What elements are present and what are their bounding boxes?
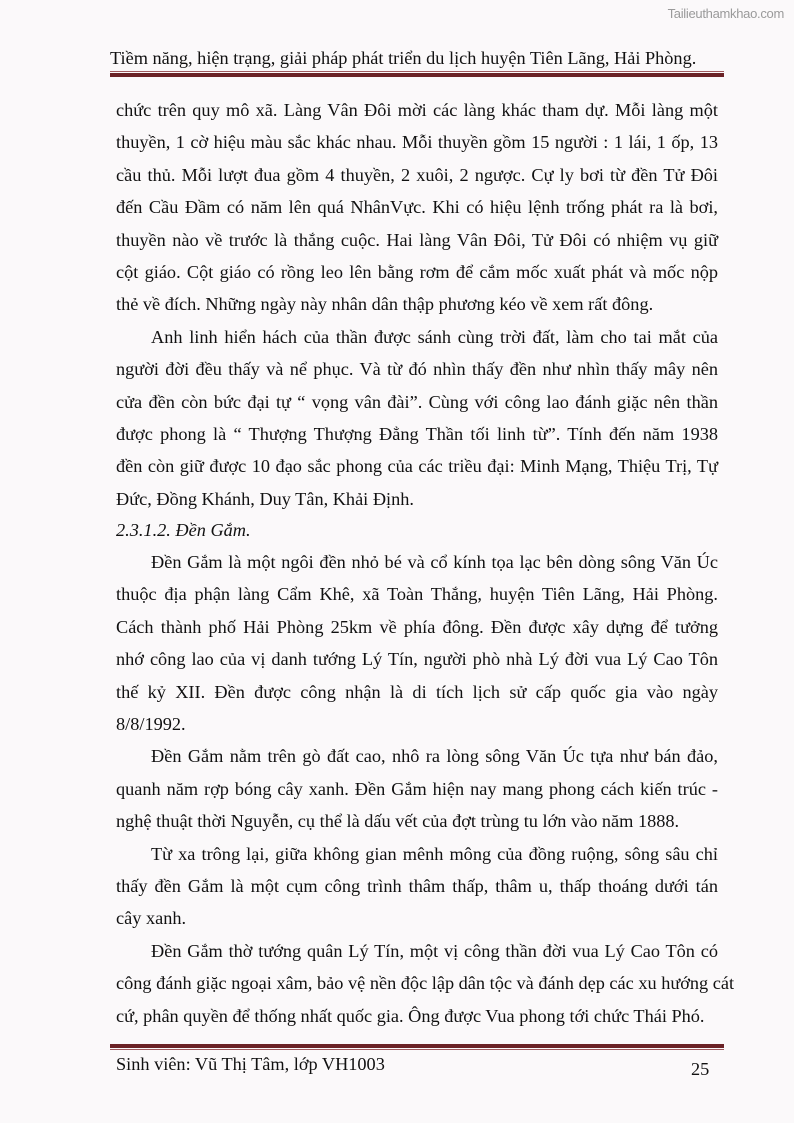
text-line: cửa đền còn bức đại tự “ vọng vân đài”. Cùng với công lao đánh giặc nên thần <box>116 391 718 412</box>
text-line: quanh năm rợp bóng cây xanh. Đền Gắm hiện nay mang phong cách kiến trúc - <box>116 778 718 799</box>
page-number: 25 <box>691 1059 710 1079</box>
text-line: cầu thủ. Mỗi lượt đua gồm 4 thuyền, 2 xuôi, 2 ngược. Cự ly bơi từ đền Tử Đôi <box>116 164 718 185</box>
text-line: thuyền nào về trước là thắng cuộc. Hai làng Vân Đôi, Tử Đôi có nhiệm vụ giữ <box>116 229 718 250</box>
text-line: Đền Gắm là một ngôi đền nhỏ bé và cổ kính tọa lạc bên dòng sông Văn Úc <box>151 552 718 573</box>
text-line: Đền Gắm nằm trên gò đất cao, nhô ra lòng sông Văn Úc tựa như bán đảo, <box>151 746 718 767</box>
text-line: Anh linh hiển hách của thần được sánh cùng trời đất, làm cho tai mắt của <box>151 326 718 347</box>
text-line: Cách thành phố Hải Phòng 25km về phía đông. Đền được xây dựng để tưởng <box>116 616 718 637</box>
watermark: Tailieuthamkhao.com <box>667 6 784 21</box>
running-header: Tiềm năng, hiện trạng, giải pháp phát triển du lịch huyện Tiên Lãng, Hải Phòng. <box>110 48 697 68</box>
text-line: người đời đều thấy và nể phục. Và từ đó nhìn thấy đền như nhìn thấy mây nên <box>116 359 718 380</box>
text-line: đến Cầu Đầm có năm lên quá NhânVực. Khi có hiệu lệnh trống phát ra là bơi, <box>116 197 718 218</box>
text-line: thuộc địa phận làng Cẩm Khê, xã Toàn Thắng, huyện Tiên Lãng, Hải Phòng. <box>116 584 718 605</box>
footer-student: Sinh viên: Vũ Thị Tâm, lớp VH1003 <box>116 1054 385 1074</box>
text-line: thuyền, 1 cờ hiệu màu sắc khác nhau. Mỗi thuyền gồm 15 người : 1 lái, 1 ốp, 13 <box>116 132 718 153</box>
text-line: Từ xa trông lại, giữa không gian mênh mông của đồng ruộng, sông sâu chỉ <box>151 843 718 864</box>
body-text <box>116 94 735 1032</box>
header-rule <box>110 71 724 77</box>
text-line: nhớ công lao của vị danh tướng Lý Tín, người phò nhà Lý đời vua Lý Cao Tôn <box>116 649 718 670</box>
text-line: thấy đền Gắm là một cụm công trình thâm thấp, thâm u, thấp thoáng dưới tán <box>116 875 718 896</box>
text-line: 8/8/1992. <box>116 714 186 735</box>
text-line: cứ, phân quyền để thống nhất quốc gia. Ông được Vua phong tới chức Thái Phó. <box>116 1005 705 1026</box>
text-line: cây xanh. <box>116 908 187 929</box>
text-line: công đánh giặc ngoại xâm, bảo vệ nền độc lập dân tộc và đánh dẹp các xu hướng cát <box>116 973 735 994</box>
text-line: đền còn giữ được 10 đạo sắc phong của các triều đại: Minh Mạng, Thiệu Trị, Tự <box>116 456 718 477</box>
section-heading: 2.3.1.2. Đền Gắm. <box>116 520 251 541</box>
text-line: Đức, Đồng Khánh, Duy Tân, Khải Định. <box>116 488 414 509</box>
text-line: thế kỷ XII. Đền được công nhận là di tích lịch sử cấp quốc gia vào ngày <box>116 681 718 702</box>
footer-rule <box>110 1044 724 1050</box>
text-line: thẻ về đích. Những ngày này nhân dân thập phương kéo về xem rất đông. <box>116 294 654 315</box>
text-line: Đền Gắm thờ tướng quân Lý Tín, một vị công thần đời vua Lý Cao Tôn có <box>151 940 718 961</box>
text-line: nghệ thuật thời Nguyễn, cụ thể là dấu vết của đợt trùng tu lớn vào năm 1888. <box>116 811 680 832</box>
text-line: cột giáo. Cột giáo có rồng leo lên bằng rơm để cắm mốc xuất phát và mốc nộp <box>116 261 718 282</box>
text-line: được phong là “ Thượng Thượng Đẳng Thần tối linh từ”. Tính đến năm 1938 <box>116 423 718 444</box>
text-line: chức trên quy mô xã. Làng Vân Đôi mời các làng khác tham dự. Mỗi làng một <box>116 100 718 120</box>
